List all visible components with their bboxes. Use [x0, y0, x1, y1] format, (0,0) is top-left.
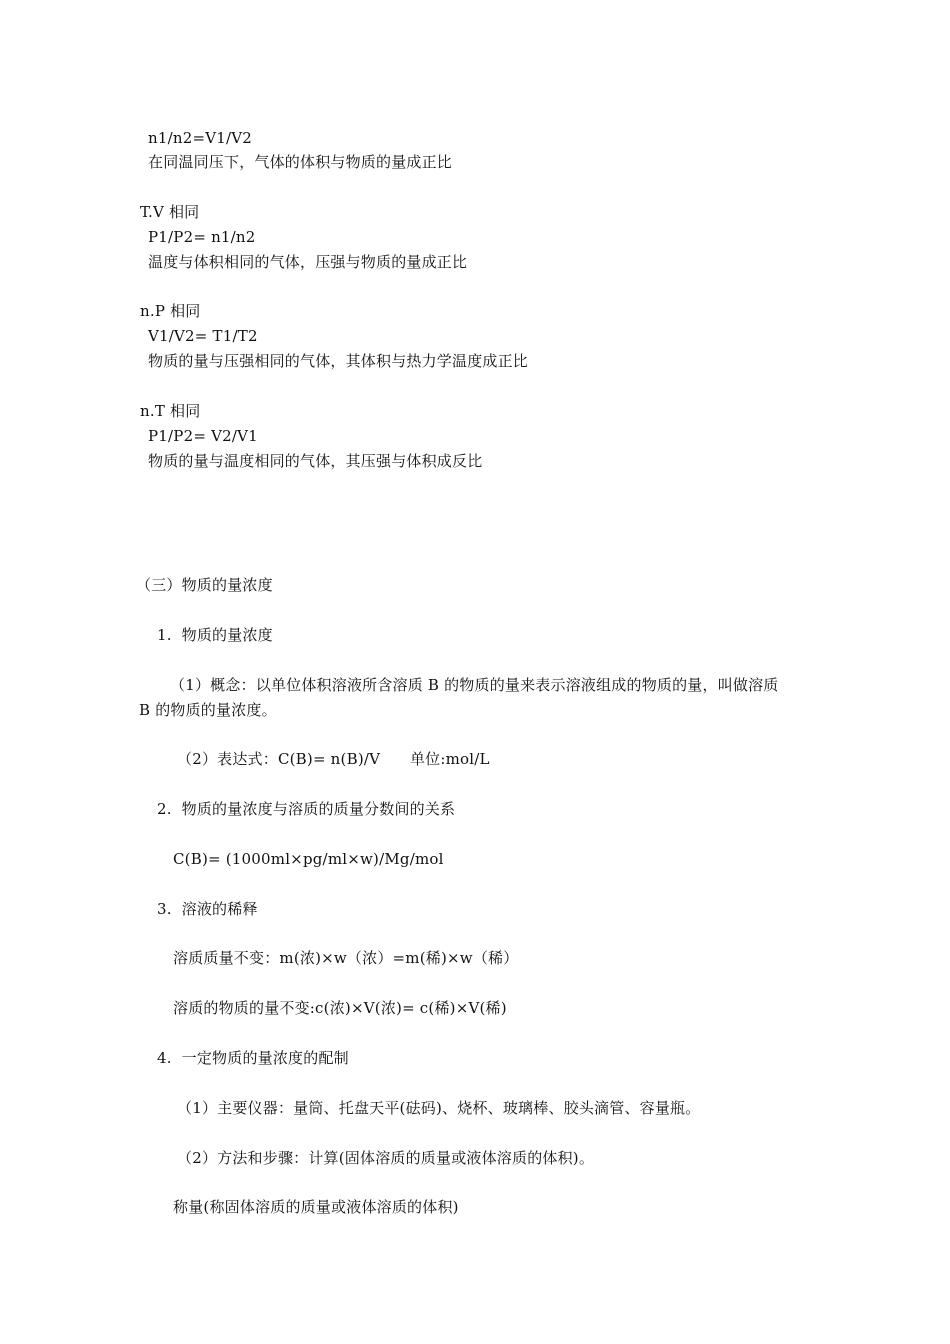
instruments-line: （1）主要仪器：量筒、托盘天平(砝码)、烧杯、玻璃棒、胶头滴管、容量瓶。 [177, 1099, 701, 1117]
dilution-moles-line: 溶质的物质的量不变:c(浓)×V(浓)= c(稀)×V(稀) [173, 999, 507, 1017]
heading-same-n-t: n.T 相同 [140, 402, 201, 420]
item-3-title: 3. 溶液的稀释 [157, 900, 258, 918]
equation-same-n-p: V1/V2= T1/T2 [148, 327, 258, 345]
equation-same-t-v: P1/P2= n1/n2 [148, 228, 256, 246]
description-same-t-p: 在同温同压下，气体的体积与物质的量成正比 [148, 153, 453, 171]
equation-same-n-t: P1/P2= V2/V1 [148, 427, 258, 445]
description-same-n-p: 物质的量与压强相同的气体，其体积与热力学温度成正比 [148, 352, 529, 370]
heading-same-t-v: T.V 相同 [140, 203, 200, 221]
section-title: （三）物质的量浓度 [136, 576, 273, 594]
heading-same-n-p: n.P 相同 [140, 302, 201, 320]
item-1-title: 1. 物质的量浓度 [157, 626, 273, 644]
description-same-t-v: 温度与体积相同的气体，压强与物质的量成正比 [148, 253, 468, 271]
item-2-formula: C(B)= (1000ml×pg/ml×w)/Mg/mol [173, 850, 444, 868]
item-4-title: 4. 一定物质的量浓度的配制 [157, 1049, 349, 1067]
weighing-line: 称量(称固体溶质的质量或液体溶质的体积) [173, 1198, 459, 1216]
expression-line: （2）表达式：C(B)= n(B)/V 单位:mol/L [177, 750, 490, 768]
concept-line-1: （1）概念：以单位体积溶液所含溶质 B 的物质的量来表示溶液组成的物质的量，叫做溶质 [170, 676, 779, 694]
concept-line-2: B 的物质的量浓度。 [139, 701, 277, 719]
equation-same-t-p: n1/n2=V1/V2 [148, 129, 253, 147]
item-2-title: 2. 物质的量浓度与溶质的质量分数间的关系 [157, 800, 456, 818]
description-same-n-t: 物质的量与温度相同的气体，其压强与体积成反比 [148, 452, 483, 470]
dilution-mass-line: 溶质质量不变：m(浓)×w（浓）=m(稀)×w（稀） [173, 949, 519, 967]
method-line: （2）方法和步骤：计算(固体溶质的质量或液体溶质的体积)。 [177, 1149, 595, 1167]
